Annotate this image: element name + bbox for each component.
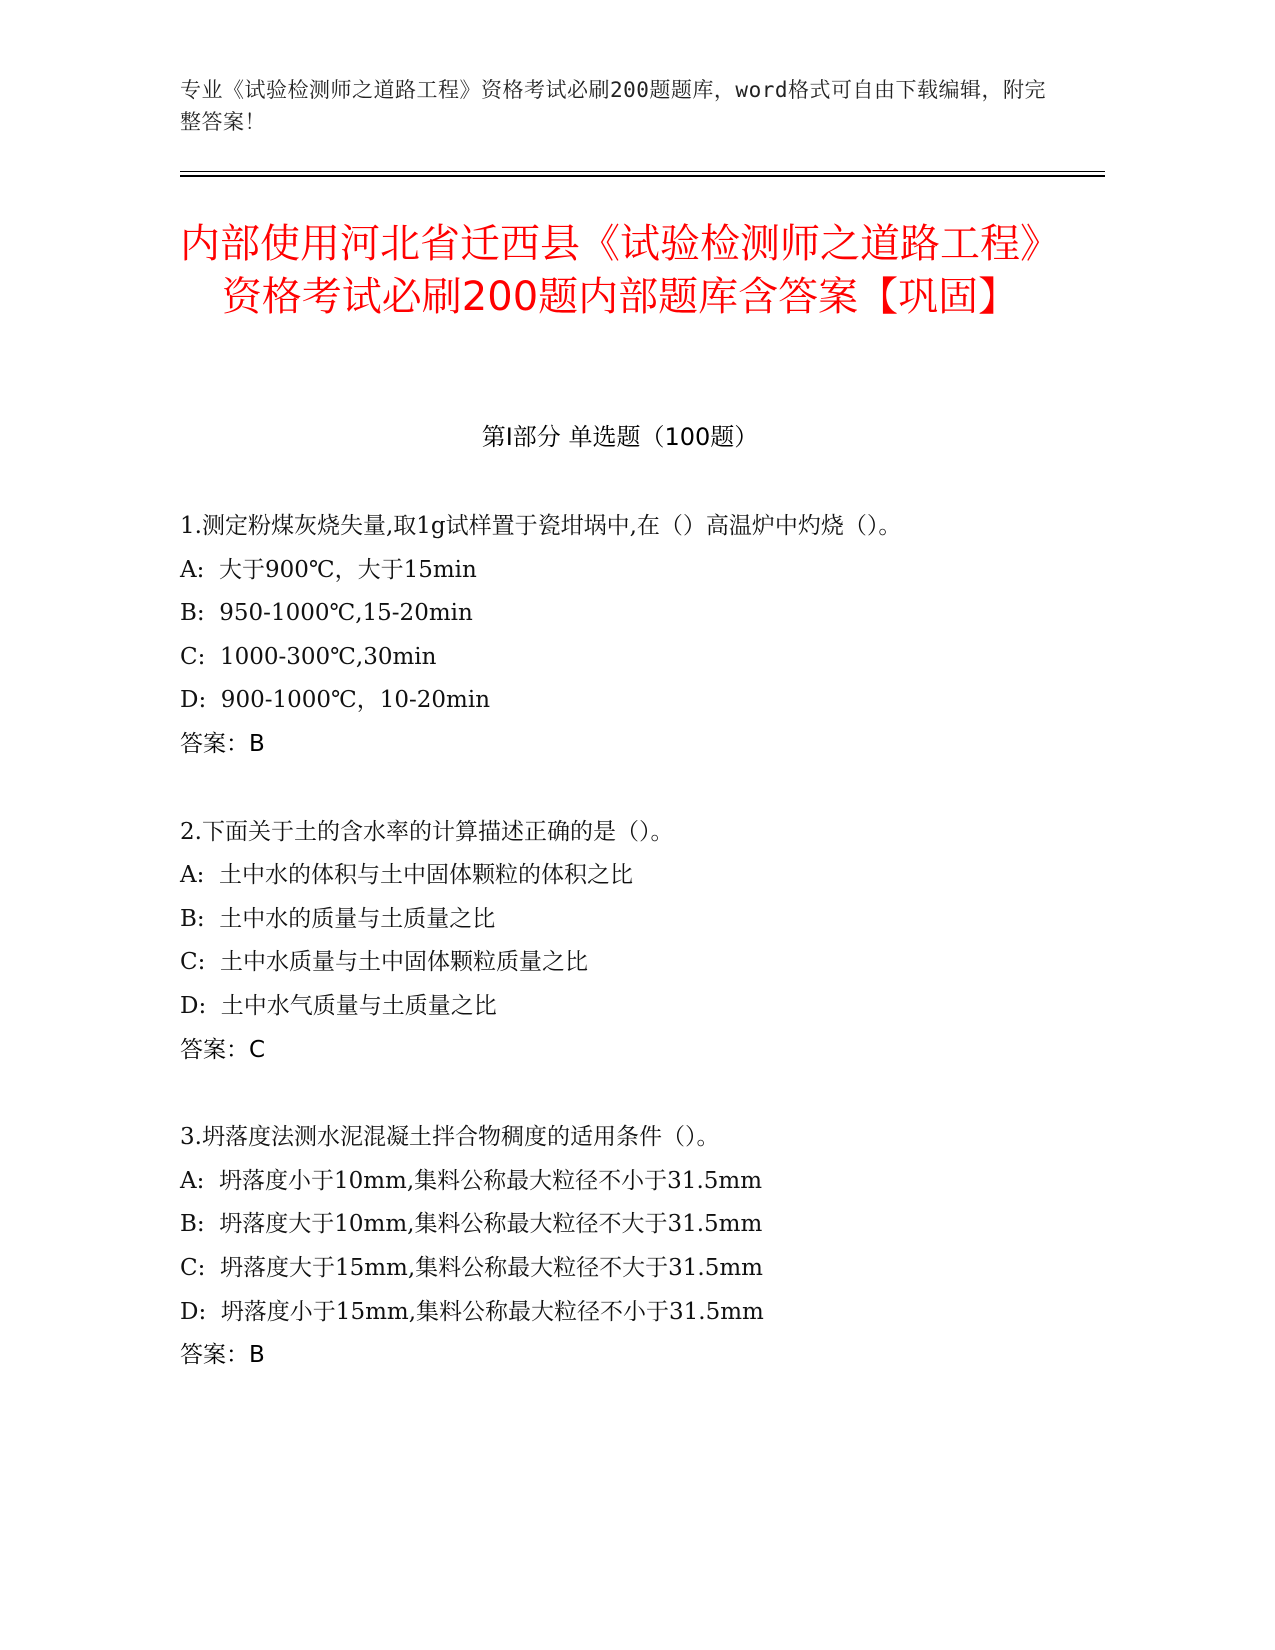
option-b: B: 950-1000℃,15-20min bbox=[180, 600, 473, 627]
answer: 答案：C bbox=[180, 1036, 266, 1063]
question-stem: 2.下面关于土的含水率的计算描述正确的是（）。 bbox=[180, 818, 674, 845]
option-a: A: 坍落度小于10mm,集料公称最大粒径不小于31.5mm bbox=[180, 1167, 763, 1194]
header-divider-thin bbox=[180, 171, 1105, 172]
option-c: C: 坍落度大于15mm,集料公称最大粒径不大于31.5mm bbox=[180, 1254, 763, 1281]
question-3 bbox=[180, 1116, 1040, 1378]
option-d: D: 坍落度小于15mm,集料公称最大粒径不小于31.5mm bbox=[180, 1298, 764, 1325]
question-list bbox=[180, 505, 1040, 1378]
header-divider-thick bbox=[180, 175, 1105, 177]
option-b: B: 坍落度大于10mm,集料公称最大粒径不大于31.5mm bbox=[180, 1211, 763, 1238]
question-stem: 1.测定粉煤灰烧失量,取1g试样置于瓷坩埚中,在（）高温炉中灼烧（）。 bbox=[180, 513, 902, 539]
document-title: 内部使用河北省迁西县《试验检测师之道路工程》资格考试必刷200题内部题库含答案【巩固】 bbox=[180, 221, 1060, 320]
answer: 答案：B bbox=[180, 1342, 265, 1369]
option-b: B: 土中水的质量与土质量之比 bbox=[180, 905, 496, 932]
option-a: A: 土中水的体积与土中固体颗粒的体积之比 bbox=[180, 862, 633, 889]
option-d: D: 900-1000℃，10-20min bbox=[180, 687, 491, 714]
option-c: C: 土中水质量与土中固体颗粒质量之比 bbox=[180, 949, 588, 976]
header-note: 专业《试验检测师之道路工程》资格考试必刷200题题库，word格式可自由下载编辑，附完整答案！ bbox=[180, 78, 1046, 134]
question-2 bbox=[180, 811, 1040, 1073]
option-a: A: 大于900℃，大于15min bbox=[180, 556, 477, 583]
answer: 答案：B bbox=[180, 730, 265, 757]
question-1 bbox=[180, 505, 1040, 767]
question-stem: 3.坍落度法测水泥混凝土拌合物稠度的适用条件（）。 bbox=[180, 1124, 720, 1151]
option-d: D: 土中水气质量与土质量之比 bbox=[180, 992, 497, 1019]
option-c: C: 1000-300℃,30min bbox=[180, 643, 437, 670]
section-heading: 第Ⅰ部分 单选题（100题） bbox=[481, 423, 759, 451]
